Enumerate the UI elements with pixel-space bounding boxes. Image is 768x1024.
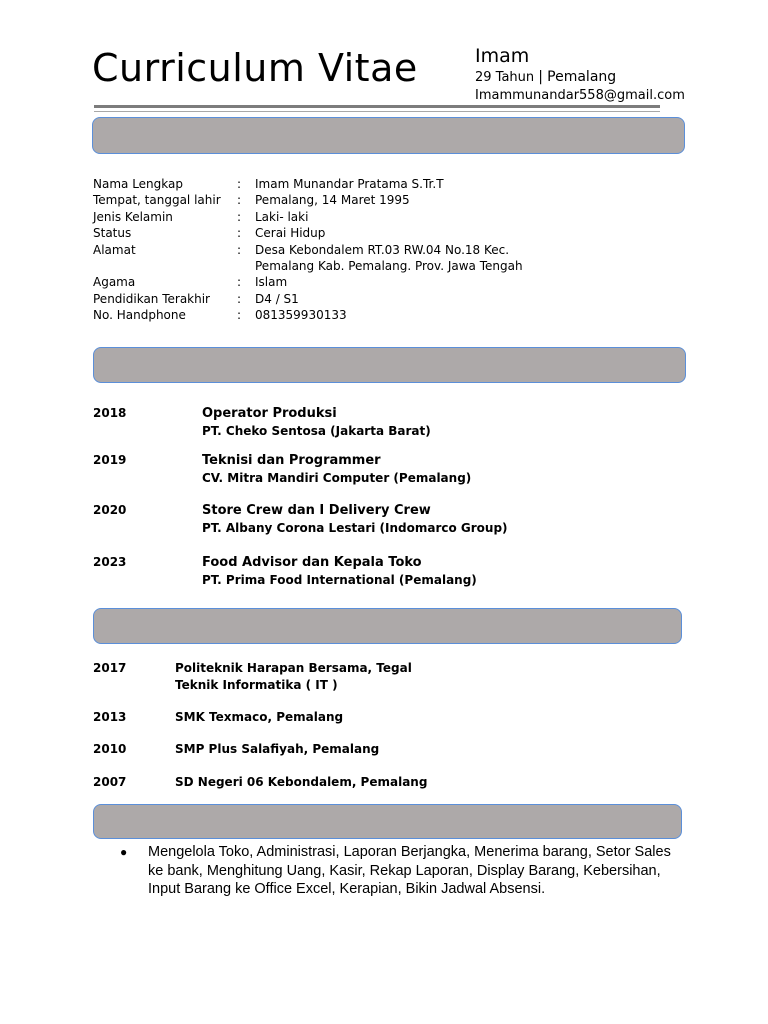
info-colon: : [237,242,242,257]
work-role: Store Crew dan I Delivery Crew [202,503,431,518]
info-label: Jenis Kelamin [93,209,173,224]
info-label: No. Handphone [93,308,186,323]
education-school: Politeknik Harapan Bersama, Tegal [175,661,412,675]
section-banner-education [93,608,682,644]
info-value: Laki- laki [255,209,309,224]
skills-list-item [120,843,680,899]
work-role: Teknisi dan Programmer [202,453,381,468]
age-city-line [475,69,616,85]
info-value: Desa Kebondalem RT.03 RW.04 No.18 Kec. Pemalang Kab. Pemalang. Prov. Jawa Tengah [255,242,523,274]
work-company: CV. Mitra Mandiri Computer (Pemalang) [202,471,472,485]
info-colon: : [237,177,242,191]
info-value: 081359930133 [255,308,347,323]
work-role: Food Advisor dan Kepala Toko [202,555,422,570]
work-year: 2023 [93,555,127,569]
info-label: Pendidikan Terakhir [93,291,210,306]
education-school: SMK Texmaco, Pemalang [175,710,344,724]
education-major: Teknik Informatika ( IT ) [175,678,338,692]
work-role: Operator Produksi [202,406,337,421]
skills-text: Mengelola Toko, Administrasi, Laporan Berjangka, Menerima barang, Setor Sales ke bank, Menghitung Uang, Kasir, Rekap Laporan, Display Barang, Kebersihan, Input Barang ke Office Excel, Kerapian, Bikin Jadwal Absensi. [148,844,671,897]
info-value: Imam Munandar Pratama S.Tr.T [255,177,444,191]
work-company: PT. Prima Food International (Pemalang) [202,573,477,587]
info-colon: : [237,308,242,323]
document-title: Curriculum Vitae [92,46,418,90]
education-school: SD Negeri 06 Kebondalem, Pemalang [175,775,428,789]
education-year: 2013 [93,710,127,724]
education-year: 2010 [93,742,127,756]
info-value: Cerai Hidup [255,226,326,241]
email-text: Imammunandar558@gmail.com [475,88,685,103]
candidate-name: Imam [475,45,530,67]
personal-info-list [93,176,545,324]
header-rule [94,105,660,108]
section-banner-personal [92,117,685,154]
education-school: SMP Plus Salafiyah, Pemalang [175,742,380,756]
info-row [93,307,545,323]
info-label: Alamat [93,242,136,257]
header-rule-thin [94,111,660,112]
info-label: Tempat, tanggal lahir [93,193,221,208]
info-row [93,192,545,208]
info-colon: : [237,226,242,241]
info-value: Pemalang, 14 Maret 1995 [255,193,410,208]
info-row [93,274,545,290]
work-year: 2019 [93,453,127,467]
info-value: D4 / S1 [255,291,299,306]
info-colon: : [237,291,242,306]
education-year: 2007 [93,775,127,789]
section-banner-experience [93,347,686,383]
separator: | [538,69,544,85]
info-label: Status [93,226,132,241]
info-row [93,176,545,192]
work-company: PT. Cheko Sentosa (Jakarta Barat) [202,424,431,438]
work-year: 2018 [93,406,127,420]
bullet-icon: ● [120,845,128,859]
info-colon: : [237,209,242,224]
info-colon: : [237,275,242,290]
education-year: 2017 [93,661,127,675]
info-row [93,225,545,241]
work-year: 2020 [93,503,127,517]
info-label: Nama Lengkap [93,177,183,191]
section-banner-skills [93,804,682,839]
age-text: 29 Tahun [475,70,535,85]
info-value: Islam [255,275,288,290]
info-label: Agama [93,275,136,290]
info-colon: : [237,193,242,208]
work-company: PT. Albany Corona Lestari (Indomarco Group) [202,521,508,535]
info-row [93,242,545,275]
city-text: Pemalang [547,69,617,85]
info-row [93,291,545,307]
info-row [93,209,545,225]
